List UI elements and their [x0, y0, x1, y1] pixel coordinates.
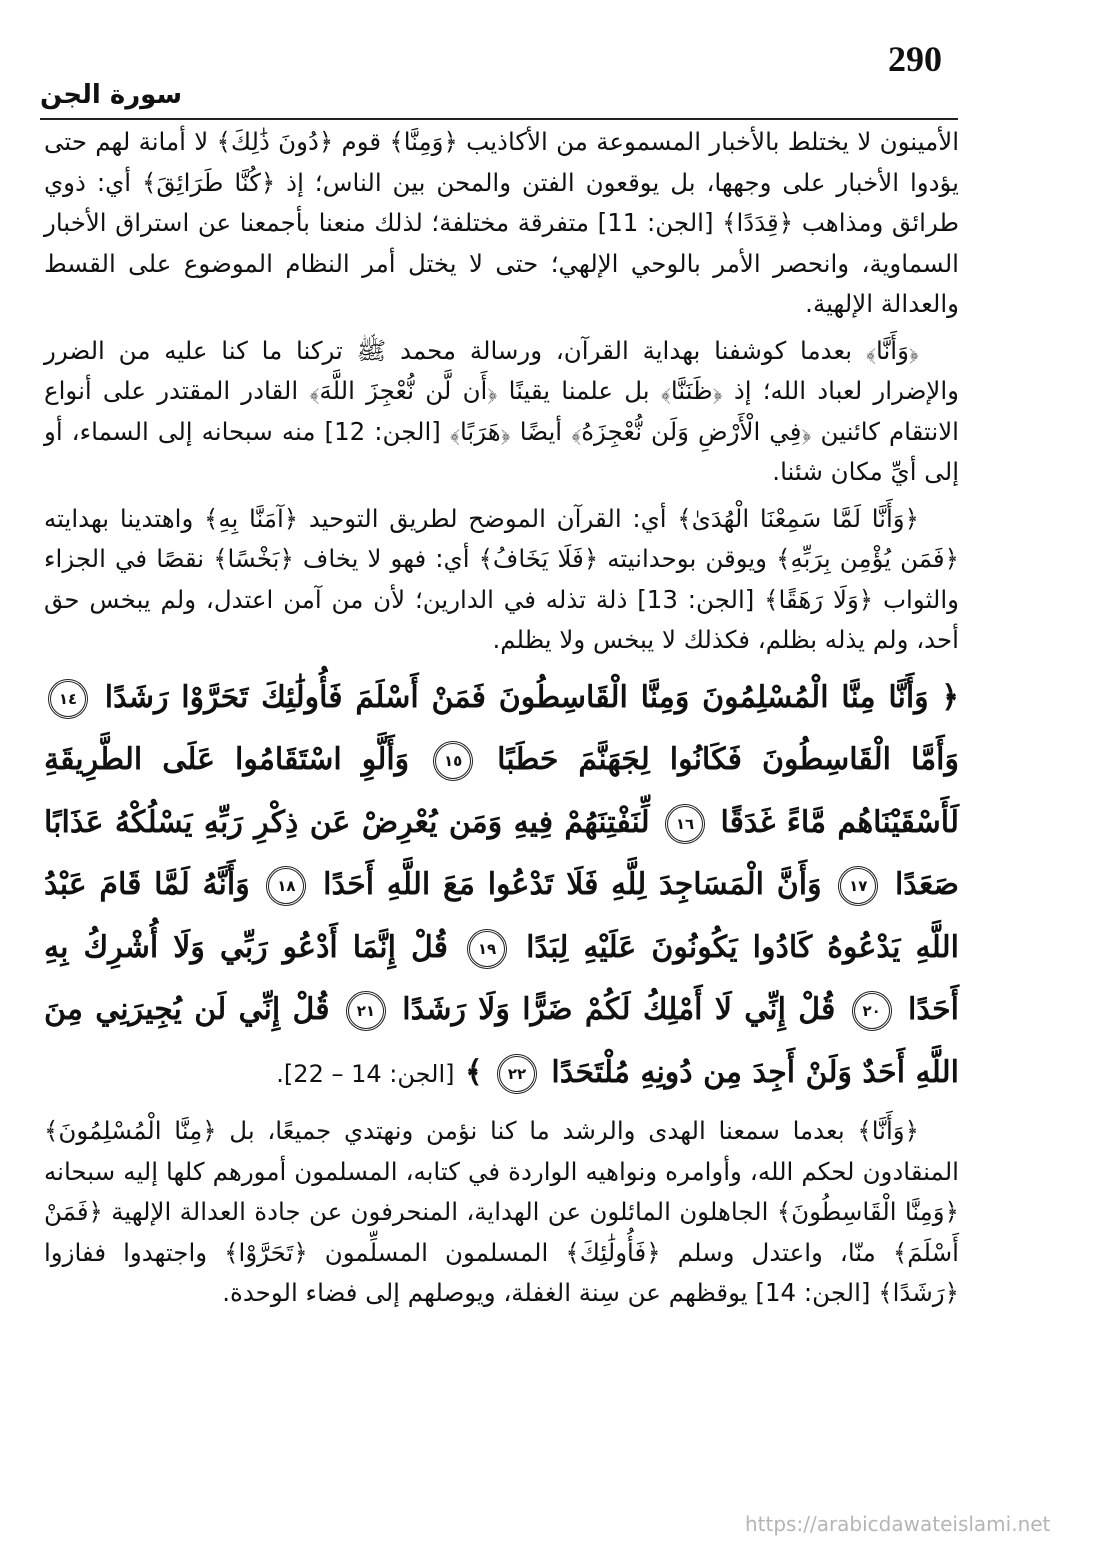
- verse-text: وَأَلَّوِ اسْتَقَامُوا عَلَى الطَّرِيقَةِ لَأَسْقَيْنَاهُم مَّاءً غَدَقًا: [44, 742, 960, 840]
- page-number: 290: [888, 39, 942, 79]
- ayah-number-marker: ٢١: [346, 991, 386, 1031]
- verse-text: وَأَمَّا الْقَاسِطُونَ فَكَانُوا لِجَهَنَّمَ حَطَبًا: [497, 742, 960, 777]
- ayah-number-marker: ١٩: [467, 929, 507, 969]
- ayah-number-marker: ١٨: [266, 866, 306, 906]
- verse-closing-bracket: ﴾: [464, 1054, 483, 1090]
- commentary-paragraph-1: الأمينون لا يختلط بالأخبار المسموعة من الأكاذيب ﴿وَمِنَّا﴾ قوم ﴿دُونَ ذَٰلِكَ﴾ لا أمانة لهم حتى يؤدوا الأخبار على وجهها، بل يوقعون الفتن والمحن بين الناس؛ إذ ﴿كُنَّا طَرَائِقَ﴾ أي: ذوي طرائق ومذاهب ﴿قِدَدًا﴾ [الجن: 11] متفرقة مختلفة؛ لذلك منعنا بأجمعنا عن استراق الأخبار السماوية، وانحصر الأمر بالوحي الإلهي؛ حتى لا يختل أمر النظام الموضوع على القسط والعدالة الإلهية.: [44, 127, 959, 318]
- commentary-paragraph-4: ﴿وَأَنَّا﴾ بعدما سمعنا الهدى والرشد ما كنا نؤمن ونهتدي جميعًا، بل ﴿مِنَّا الْمُسْلِمُونَ﴾ المنقادون لحكم الله، وأوامره ونواهيه الواردة في كتابه، المسلمون أمورهم كلها إليه سبحانه ﴿وَمِنَّا الْقَاسِطُونَ﴾ الجاهلون المائلون عن الهداية، المنحرفون عن جادة العدالة الإلهية ﴿فَمَنْ أَسْلَمَ﴾ منّا، واعتدل وسلم ﴿فَأُولَٰئِكَ﴾ المسلمون المسلِّمون ﴿تَحَرَّوْا﴾ واجتهدوا ففازوا ﴿رَشَدًا﴾ [الجن: 14] يوقظهم عن سِنة الغفلة، ويوصلهم إلى فضاء الوحدة.: [44, 1116, 959, 1307]
- quran-verses-block: [44, 667, 959, 1106]
- verse-text: وَأَنَّ الْمَسَاجِدَ لِلَّهِ فَلَا تَدْعُوا مَعَ اللَّهِ أَحَدًا: [323, 867, 822, 902]
- verse-reference: [الجن: 14 – 22].: [276, 1059, 455, 1088]
- verse-text: قُلْ إِنَّمَا أَدْعُو رَبِّي وَلَا أُشْرِكُ بِهِ أَحَدًا: [44, 929, 959, 1027]
- site-watermark: https://arabicdawateislami.net: [745, 1512, 1051, 1536]
- ayah-number-marker: ٢٢: [497, 1054, 537, 1094]
- ayah-number-marker: ١٤: [48, 679, 88, 719]
- verse-text: ﴿ وَأَنَّا مِنَّا الْمُسْلِمُونَ وَمِنَّا الْقَاسِطُونَ فَمَنْ أَسْلَمَ فَأُولَٰئِكَ تَحَرَّوْا رَشَدًا: [104, 679, 959, 715]
- commentary-paragraph-2: ﴿وَأَنَّا﴾ بعدما كوشفنا بهداية القرآن، ورسالة محمد ﷺ تركنا ما كنا عليه من الضرر والإضرار لعباد الله؛ إذ ﴿ظَنَنَّا﴾ بل علمنا يقينًا ﴿أَن لَّن نُّعْجِزَ اللَّهَ﴾ القادر المقتدر على أنواع الانتقام كائنين ﴿فِي الْأَرْضِ وَلَن نُّعْجِزَهُ﴾ أيضًا ﴿هَرَبًا﴾ [الجن: 12] منه سبحانه إلى السماء، أو إلى أيِّ مكان شئنا.: [44, 335, 959, 486]
- commentary-paragraph-3: ﴿وَأَنَّا لَمَّا سَمِعْنَا الْهُدَىٰ﴾ أي: القرآن الموضح لطريق التوحيد ﴿آمَنَّا بِهِ﴾ واهتدينا بهدايته ﴿فَمَن يُؤْمِن بِرَبِّهِ﴾ ويوقن بوحدانيته ﴿فَلَا يَخَافُ﴾ أي: فهو لا يخاف ﴿بَخْسًا﴾ نقصًا في الجزاء والثواب ﴿وَلَا رَهَقًا﴾ [الجن: 13] ذلة تذله في الدارين؛ لأن من آمن اعتدل، ولم يبخس حق أحد، ولم يذله بظلم، فكذلك لا يبخس ولا يظلم.: [44, 503, 959, 654]
- page-body: [44, 122, 959, 1320]
- header-divider: [40, 118, 958, 120]
- ayah-number-marker: ٢٠: [852, 991, 892, 1031]
- ayah-number-marker: ١٥: [433, 741, 473, 781]
- verse-text: لِّنَفْتِنَهُمْ فِيهِ وَمَن يُعْرِضْ عَن ذِكْرِ رَبِّهِ يَسْلُكْهُ عَذَابًا صَعَدًا: [44, 804, 959, 902]
- surah-title: سورة الجن: [40, 80, 183, 110]
- verse-text: قُلْ إِنِّي لَن يُجِيرَنِي مِنَ اللَّهِ أَحَدٌ وَلَنْ أَجِدَ مِن دُونِهِ مُلْتَحَدًا: [44, 992, 959, 1090]
- verse-text: وَأَنَّهُ لَمَّا قَامَ عَبْدُ اللَّهِ يَدْعُوهُ كَادُوا يَكُونُونَ عَلَيْهِ لِبَدًا: [44, 867, 959, 965]
- ayah-number-marker: ١٧: [838, 866, 878, 906]
- verse-text: قُلْ إِنِّي لَا أَمْلِكُ لَكُمْ ضَرًّا وَلَا رَشَدًا: [402, 992, 836, 1027]
- ayah-number-marker: ١٦: [665, 804, 705, 844]
